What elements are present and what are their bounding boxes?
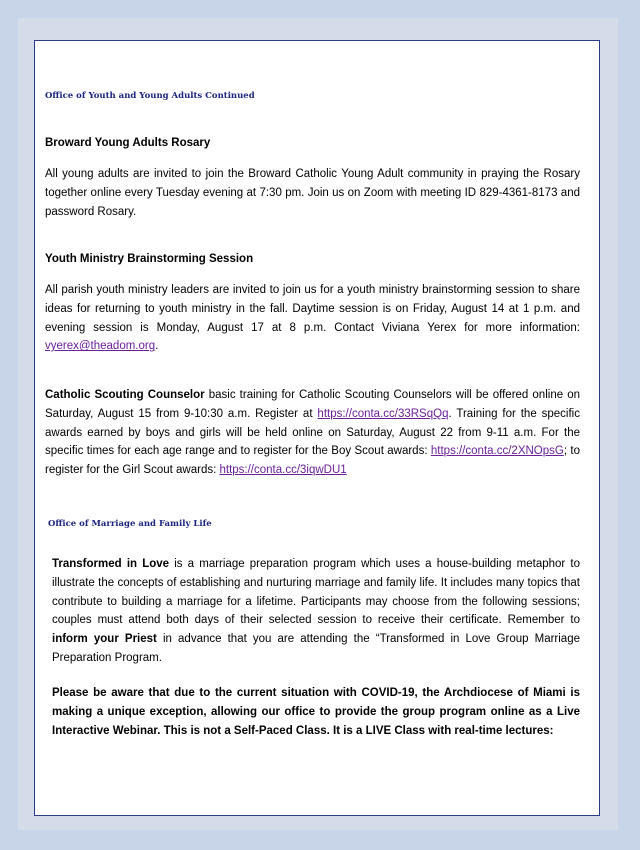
youth-section-heading: Office of Youth and Young Adults Continued [45, 91, 255, 101]
program-text-2: in advance that you are attending the “Transformed in Love Group Marriage Preparation Program. [52, 633, 580, 664]
brainstorm-title: Youth Ministry Brainstorming Session [45, 253, 254, 265]
brainstorm-body [45, 281, 580, 356]
program-title: Transformed in Love [52, 558, 170, 570]
boy-scout-awards-link[interactable]: https://conta.cc/2XNOpsG [430, 445, 564, 458]
scouting-register-link[interactable]: https://conta.cc/33RSqQq [317, 407, 449, 420]
scouting-title: Catholic Scouting Counselor [45, 389, 205, 401]
program-body [52, 555, 580, 668]
girl-scout-awards-link[interactable]: https://conta.cc/3iqwDU1 [219, 464, 347, 477]
scouting-text-3: ; to register for the Girl Scout awards: [45, 445, 580, 477]
scouting-text-1: basic training for Catholic Scouting Counselors will be offered online on Saturday, August 15 from 9-10:30 a.m. Register at [45, 389, 580, 420]
scouting-text-2: . Training for the specific awards earned by boys and girls will be held online on Saturday, August 22 from 9-11 a.m. For the specific times for each age range and to register for the Boy Scout awards: [45, 407, 580, 458]
covid-notice: Please be aware that due to the current situation with COVID-19, the Archdiocese of Miami is making a unique exception, allowing our office to provide the group program online as a Live Interactive Webinar. This is not a Self-Paced Class. It is a LIVE Class with real-time lectures: [52, 687, 580, 737]
marriage-section-heading: Office of Marriage and Family Life [48, 519, 212, 529]
brainstorm-tail: . [155, 340, 159, 353]
rosary-title: Broward Young Adults Rosary [45, 137, 211, 149]
newsletter-page [18, 18, 618, 830]
page-content-frame [34, 40, 600, 816]
contact-email-link[interactable]: vyerex@theadom.org [45, 340, 156, 353]
program-text-1: is a marriage preparation program which uses a house-building metaphor to illustrate the concepts of establishing and nurturing marriage and family life. It includes many topics that contribute to building a marriage for a lifetime. Participants may choose from the following sessions; couples must attend both days of their selected session to receive their certificate. Remember to [52, 558, 580, 627]
inform-priest-text: inform your Priest [52, 633, 157, 646]
scouting-body [45, 386, 580, 480]
rosary-body: All young adults are invited to join the Broward Catholic Young Adult community in praying the Rosary together online every Tuesday evening at 7:30 pm. Join us on Zoom with meeting ID 829-4361-8173 and password Rosary. [45, 168, 580, 218]
brainstorm-text: All parish youth ministry leaders are invited to join us for a youth ministry brainstorming session to share ideas for returning to youth ministry in the fall. Daytime session is on Friday, August 14 at 1 p.m. and evening session is Monday, August 17 at 8 p.m. Contact Viviana Yerex for more information: [45, 284, 580, 334]
